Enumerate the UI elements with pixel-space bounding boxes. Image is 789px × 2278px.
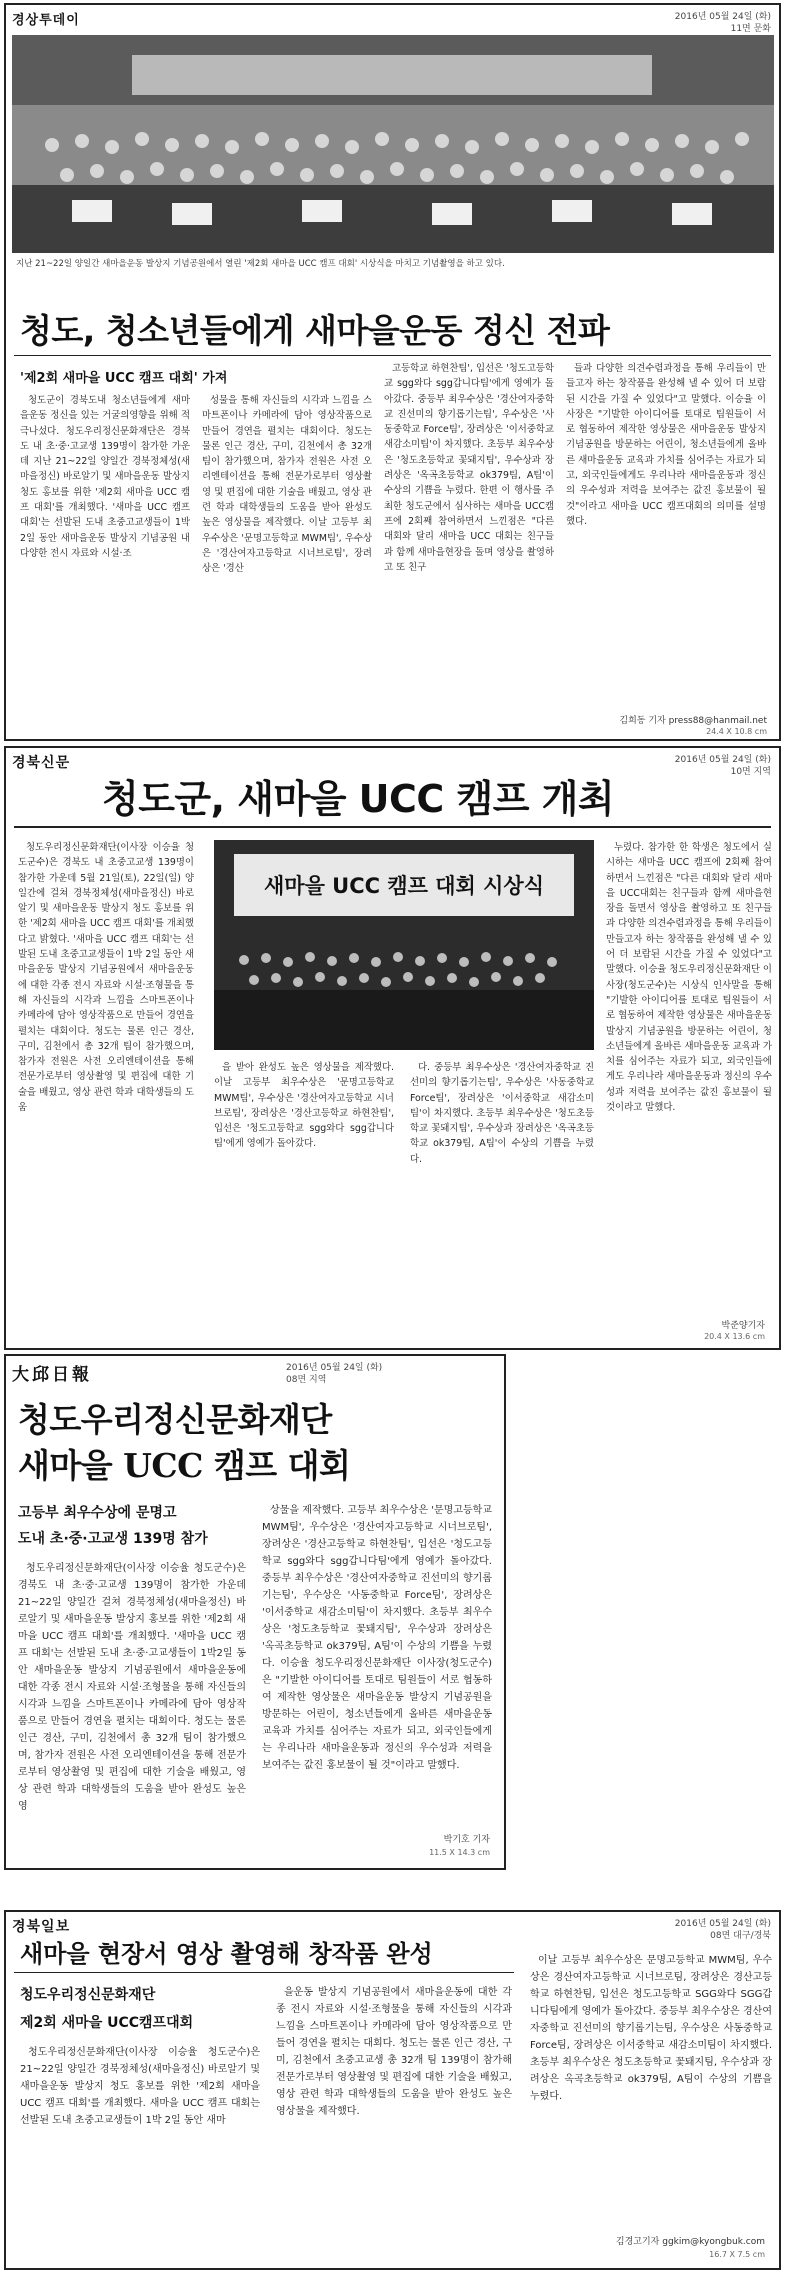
article-column-1: 청도군이 경북도내 청소년들에게 새마을운동 정신을 있는 거굴의영향을 위해 적극나섰다. 청도우리정신문화재단은 경북도 내 초·중·고교생 139명이 참가한 가운데 지난 21~22일 양일간 경북정체성(새마을정신) 바로알기 및 새마을운동 발상지 청도 홍보를 위한 '제2회 새마을 UCC 캠프 대회'를 개최했다. '새마을 UCC 캠프 대회'는 선발된 도내 초중고교생들이 1박 2일 동안 새마을운동 발상지 기념공원 내 다양한 전시 자료와 시설·조 xyxy=(20,395,190,559)
article-column-3: 다. 중등부 최우수상은 '경산여자중학교 진선미의 향기롭기는팀', 우수상은 '사동중학교 Force팀', 장려상은 '이서중학교 새감소미팀'이 차지했다. 초등부 최우수상은 '청도초등학교 꽃돼지팀', 우수상과 장려상은 '옥곡초등학교 ok379팀, A팀'이 수상의 기쁨을 누렸다. xyxy=(410,1062,594,1165)
clip-size: 24.4 X 10.8 cm xyxy=(706,727,767,736)
clipping-gyeongbuk-sinmun xyxy=(4,746,781,1350)
group-photo xyxy=(12,35,774,253)
photo-caption: 지난 21~22일 양일간 새마을운동 발상지 기념공원에서 열린 '제2회 새마을 UCC 캠프 대회' 시상식을 마치고 기념촬영을 하고 있다. xyxy=(16,259,505,269)
clip-size: 20.4 X 13.6 cm xyxy=(704,1332,765,1341)
subhead: '제2회 새마을 UCC 캠프 대회' 가져 xyxy=(20,371,228,386)
article-column-2: 상물을 제작했다. 고등부 최우수상은 '문명고등학교 MWM팀', 우수상은 '경산여자고등학교 시너브로팀', 장려상은 '경산고등학교 하현찬팀', 입선은 '청도고등학교 sgg와다 sgg갑니다팀'에게 영예가 돌아갔다. 중등부 최우수상은 '경산여자중학교 진선미의 향기롭기는팀', 우수상은 '사동중학교 Force팀', 장려상은 '이서중학교 새감소미팀'이 차지했다. 초등부 최우수상은 '청도초등학교 꽃돼지팀', 우수상과 장려상은 '옥곡초등학교 ok379팀, A팀'이 수상의 기쁨을 누렸다. 이승율 청도우리정신문화재단 이사장(청도군수)은 "기발한 아이디어를 토대로 팀원들이 서로 협동하여 제작한 영상물은 새마을운동 발상지 기념공원을 방문하는 어린이, 청소년들에게 올바른 새마을운동 교육과 가치를 심어주는 자료가 되고, 외국인들에게는 우리나라 새마을운동과 정신의 우수성과 저력을 보여주는 값진 홍보물이 될 것"이라고 말했다. xyxy=(262,1505,492,1771)
article-column-4: 누렸다. 참가한 한 학생은 청도에서 실시하는 새마을 UCC 캠프에 2회째 참여하면서 느낀점은 "다른 대회와 달리 새마을 UCC대회는 친구들과 함께 새마을현장을 돌면서 영상을 촬영하고 또 친구들과 다양한 의견수렴과정을 통해 우리들이 만들고자 하는 창작품을 완성해 낼 수 있어 더 보람된 시간을 가질 수 있었다"고 말했다. 이승율 청도우리정신문화재단 이사장(청도군수)는 시상식 인사말을 통해 "기발한 아이디어를 토대로 팀원들이 서로 협동하여 제작한 영상물은 새마을운동 발상지 기념공원을 방문하는 어린이, 청소년들에게 올바른 새마을운동 교육과 가치를 심어주는 자료가 되고, 외국인들에게도 우리나라 새마을운동과 정신의 우수성과 저력을 보여주는 값진 홍보물이 될 것이라고 말했다. xyxy=(606,842,772,1114)
stage-banner: 새마을 UCC 캠프 대회 시상식 xyxy=(264,874,544,898)
headline: 청도군, 새마을 UCC 캠프 개최 xyxy=(102,777,615,821)
byline: 박기호 기자 xyxy=(443,1835,490,1845)
subhead-line-2: 도내 초·중·고교생 139명 참가 xyxy=(18,1531,208,1547)
article-column-3: 고등학교 하현찬팀', 입선은 '청도고등학교 sgg와다 sgg갑니다팀'에게 영예가 돌아갔다. 중등부 최우수상은 '경산여자중학교 진선미의 향기롭기는팀', 우수상은 '사동중학교 Force팀', 장려상은 '이서중학교 새감소미팀'이 차지했다. 초등부 최우수상은 '청도초등학교 꽃돼지팀', 우수상과 장려상은 '옥곡초등학교 ok379팀, A팀'이 수상의 기쁨을 누렸다. 한편 이 행사를 주최한 청도군에서 심사하는 새마을 UCC캠프에 2회째 참여하면서 느낀점은 "다른 대회와 달리 새마을 UCC 대회는 친구들과 함께 새마을현장을 돌며 영상을 촬영하고 또 친구 xyxy=(384,363,554,573)
byline: 김경고기자 ggkim@kyongbuk.com xyxy=(615,2237,765,2247)
headline-rule xyxy=(14,826,771,828)
ceremony-photo xyxy=(214,840,594,1050)
headline-rule xyxy=(14,1972,514,1973)
headline-line-1: 청도우리정신문화재단 xyxy=(18,1400,332,1439)
article-column-2: 을 받아 완성도 높은 영상물을 제작했다. 이날 고등부 최우수상은 '문명고등학교 MWM팀', 우수상은 '경산여자고등학교 시너브로팀', 장려상은 '경산고등학교 하현찬팀', 입선은 '청도고등학교 sgg와다 sgg갑니다팀'에게 영예가 돌아갔다. xyxy=(214,1062,394,1150)
clip-size: 16.7 X 7.5 cm xyxy=(709,2250,765,2259)
clipping-daegu-ilbo xyxy=(4,1354,506,1870)
headline-rule xyxy=(14,355,771,356)
publication-name: 경북신문 xyxy=(12,755,71,771)
issue-date: 2016년 05월 24일 (화) 08면 지역 xyxy=(286,1363,383,1385)
article-column-1: 청도우리정신문화재단(이사장 이승율 청도군수)은 경북도 내 초·중·고교생 139명이 참가한 가운데 21~22일 양일간 걸쳐 경북정체성(새마을정신) 바로알기 및 새마을운동 발상지 홍보를 위한 '제2회 새마을 UCC 캠프 대회'를 개최했다. '새마을 UCC 캠프 대회'는 선발된 도내 초·중·고교생들이 1박2일 동안 새마을운동 발상지 기념공원에서 새마을운동에 대한 각종 전시 자료와 시설·조형물을 통해 자신들의 시각과 느낌을 스마트폰이나 카메라에 담아 영상작품으로 만들어 경연을 펼치는 대회이다. 청도는 물론 인근 경산, 구미, 김천에서 총 32개 팀이 참가했으며, 참가자 전원은 사전 오리엔테이션을 통해 전문가로부터 영상촬영 및 편집에 대한 기술을 배웠고, 영상 관련 학과 대학생들의 도움을 받아 완성도 높은 영 xyxy=(18,1563,246,1812)
issue-date: 2016년 05월 24일 (화) 08면 대구/경북 xyxy=(674,1919,771,1941)
headline: 청도, 청소년들에게 새마을운동 정신 전파 xyxy=(20,311,610,350)
publication-name: 大邱日報 xyxy=(12,1365,92,1385)
group-photo-image xyxy=(12,35,774,253)
article-column-1: 청도우리정신문화재단(이사장 이승율 청도군수)은 경북도 내 초중고교생 139명이 참가한 가운데 5월 21일(토), 22일(일) 양일간에 걸쳐 경북정체성(새마을정신) 바로알기 및 새마을운동 발상지 청도 홍보를 위한 '제2회 새마을 UCC 캠프 대회'를 개최했다고 밝혔다. '새마을 UCC 캠프 대회'는 선발된 도내 초중고교생들이 1박 2일 동안 새마을운동 발상지 기념공원에서 새마을운동에 대한 각종 전시 자료와 시설·조형물을 통해 자신들의 시각과 느낌을 스마트폰이나 카메라에 담아 영상작품으로 만들어 경연을 펼치는 대회이다. 청도는 물론 인근 경산, 구미, 김천에서 총 32개 팀이 참가했으며, 참가자 전원은 사전 오리엔테이션을 통해 전문가로부터 영상촬영 및 편집에 대한 기술을 배웠고, 영상 관련 학과 대학생들의 도움 xyxy=(18,842,194,1114)
issue-date: 2016년 05월 24일 (화) 10면 지역 xyxy=(674,755,771,777)
article-column-4: 들과 다양한 의견수렴과정을 통해 우리들이 만들고자 하는 창작품을 완성해 낼 수 있어 더 보람된 시간을 가질 수 있었다"고 말했다. 이승율 이사장은 "기발한 아이디어를 토대로 팀원들이 서로 협동하여 제작한 영상물은 새마을운동 발상지 기념공원을 방문하는 어린이, 청소년들에게 올바른 새마을운동 교육과 가치를 심어주는 자료가 되고, 외국인들에게도 우리나라 새마을운동과 정신의 우수성과 저력을 보여주는 값진 홍보물이 될 것"이라고 새마을 UCC 캠프대회의 의미를 설명했다. xyxy=(566,363,766,527)
byline: 박준양기자 xyxy=(721,1321,765,1331)
article-column-2: 성물을 통해 자신들의 시각과 느낌을 스마트폰이나 카메라에 담아 영상작품으로 만들어 경연을 펼치는 대회이다. 청도는 물론 인근 경산, 구미, 김천에서 총 32개 팀이 참가했으며, 참가자 전원은 사전 오리엔테이션을 통해 전문가로부터 영상촬영 및 편집에 대한 기술을 배웠고, 영상 관련 학과 대학생들의 도움을 받아 완성도 높은 영상물을 제작했다. 이날 고등부 최우수상은 '문명고등학교 MWM팀', 우수상은 '경산여자고등학교 시너브로팀', 장려상은 '경산 xyxy=(202,395,372,575)
article-column-2: 을운동 발상지 기념공원에서 새마을운동에 대한 각종 전시 자료와 시설·조형물을 통해 자신들의 시각과 느낌을 스마트폰이나 카메라에 담아 영상작품으로 만들어 경연을 펼치는 대회다. 청도는 물론 인근 경산, 구미, 김천에서 초중고교생 총 32개 팀 139명이 참가해 전문가로부터 영상촬영 및 편집에 대한 기술을 배웠고, 영상 관련 학과 대학생들의 도움을 받아 완성도 높은 영상물을 제작했다. xyxy=(276,1987,512,2117)
clipping-gyeongsang-today xyxy=(4,3,781,741)
subhead-line-2: 제2회 새마을 UCC캠프대회 xyxy=(20,2015,194,2031)
subhead-line-1: 고등부 최우수상에 문명고 xyxy=(18,1505,177,1521)
article-column-3: 이날 고등부 최우수상은 문명고등학교 MWM팀, 우수상은 경산여자고등학교 시너브로팀, 장려상은 경산고등학교 하현찬팀, 입선은 청도고등학교 SGG와다 SGG갑니다팀에게 영예가 돌아갔다. 중등부 최우수상은 경산여자중학교 진선미의 향기롭기는팀, 우수상은 사동중학교 Force팀, 장려상은 이서중학교 새감소미팀이 차지했다. 초등부 최우수상은 청도초등학교 꽃돼지팀, 우수상과 장려상은 옥곡초등학교 ok379팀, A팀이 수상의 기쁨을 누렸다. xyxy=(530,1955,772,2102)
clipping-gyeongbuk-ilbo xyxy=(4,1910,781,2270)
byline: 김희동 기자 press88@hanmail.net xyxy=(619,716,767,726)
headline: 새마을 현장서 영상 촬영해 창작품 완성 xyxy=(20,1940,433,1968)
headline-line-2: 새마을 UCC 캠프 대회 xyxy=(18,1446,351,1485)
issue-date: 2016년 05월 24일 (화) 11면 문화 xyxy=(674,12,771,34)
publication-name: 경상투데이 xyxy=(12,13,80,28)
publication-name: 경북일보 xyxy=(12,1919,71,1935)
article-column-1: 청도우리정신문화재단(이사장 이승율 청도군수)은 21~22일 양일간 경북정체성(새마을정신) 바로알기 및 새마을운동 발상지 청도 홍보를 위한 '제2회 새마을 UCC 캠프 대회'를 개최했다. 새마을 UCC 캠프 대회는 선발된 도내 초중고교생들이 1박 2일 동안 새마 xyxy=(20,2047,260,2126)
clip-size: 11.5 X 14.3 cm xyxy=(429,1848,490,1857)
subhead-line-1: 청도우리정신문화재단 xyxy=(20,1987,156,2003)
